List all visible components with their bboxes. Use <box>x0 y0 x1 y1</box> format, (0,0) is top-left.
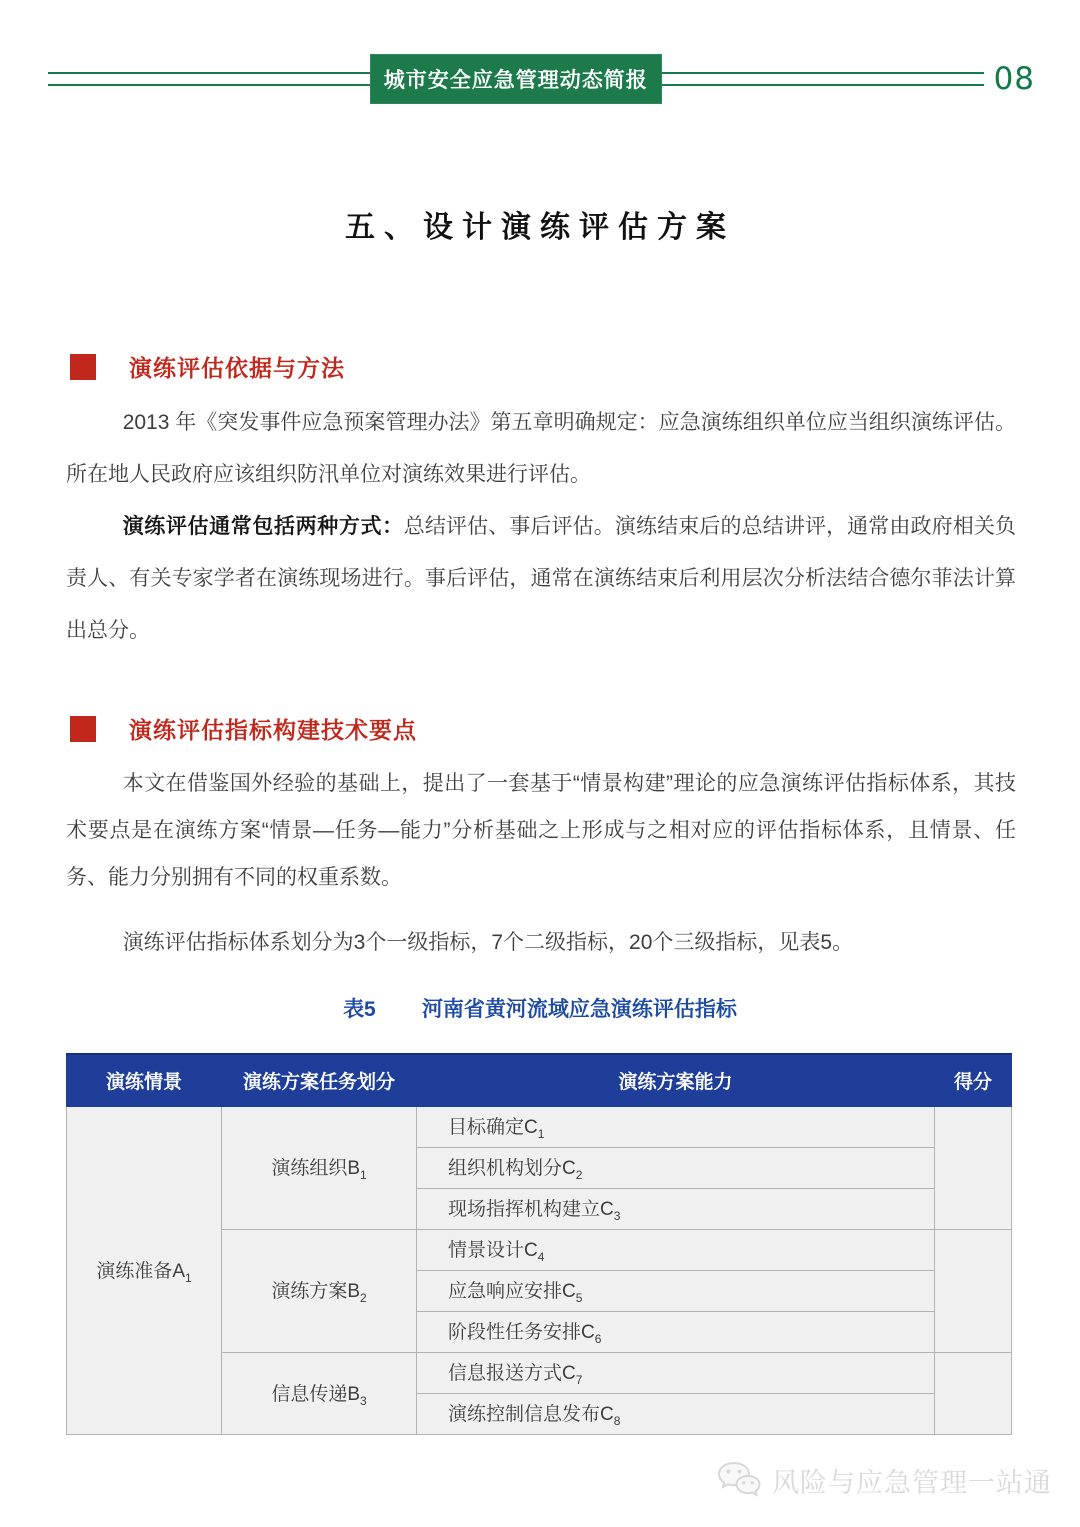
table-caption-number: 表5 <box>343 998 376 1021</box>
col-header-score: 得分 <box>935 1054 1012 1106</box>
table-caption-title: 河南省黄河流域应急演练评估指标 <box>421 998 737 1021</box>
bulletin-banner: 城市安全应急管理动态简报 <box>370 54 662 104</box>
paragraph: 本文在借鉴国外经验的基础上，提出了一套基于“情景构建”理论的应急演练评估指标体系，其技术要点是在演练方案“情景—任务—能力”分析基础之上形成与之相对应的评估指标体系，且情景、任务、能力分别拥有不同的权重系数。 <box>66 772 1016 889</box>
section2-paragraphs <box>66 760 1016 966</box>
table-header-row <box>67 1054 1012 1106</box>
col-header-scenario: 演练情景 <box>67 1054 222 1106</box>
paragraph <box>66 501 1016 657</box>
footer-watermark <box>716 1460 1052 1500</box>
capability-cell: 组织机构划分$C_2$ <box>417 1147 935 1188</box>
red-square-bullet-icon <box>70 716 96 742</box>
wechat-icon <box>716 1460 762 1500</box>
section-heading-label: 演练评估指标构建技术要点 <box>129 717 417 743</box>
capability-cell: 信息报送方式$C_7$ <box>417 1352 935 1393</box>
paragraph: 2013 年《突发事件应急预案管理办法》第五章明确规定：应急演练组织单位应当组织演练评估。所在地人民政府应该组织防汛单位对演练效果进行评估。 <box>66 411 1016 486</box>
table-row <box>67 1106 1012 1147</box>
header-double-rule-left <box>48 72 370 86</box>
score-cell <box>935 1229 1012 1352</box>
task-cell: 演练方案$B_2$ <box>222 1229 417 1352</box>
section1-paragraphs <box>66 397 1016 657</box>
task-cell: 信息传递$B_3$ <box>222 1352 417 1434</box>
col-header-task: 演练方案任务划分 <box>222 1054 417 1106</box>
evaluation-indicator-table <box>66 1053 1012 1435</box>
paragraph: 演练评估指标体系划分为3个一级指标，7个二级指标，20个三级指标，见表5。 <box>122 931 854 954</box>
table-caption <box>0 993 1080 1023</box>
score-cell <box>935 1106 1012 1229</box>
red-square-bullet-icon <box>70 354 96 380</box>
task-cell: 演练组织$B_1$ <box>222 1106 417 1229</box>
capability-cell: 目标确定$C_1$ <box>417 1106 935 1147</box>
page-title: 五、设计演练评估方案 <box>345 211 735 244</box>
capability-cell: 现场指挥机构建立$C_3$ <box>417 1188 935 1229</box>
page-number: 08 <box>993 61 1036 97</box>
capability-cell: 阶段性任务安排$C_6$ <box>417 1311 935 1352</box>
section-heading-evaluation-basis <box>70 350 345 383</box>
capability-cell: 应急响应安排$C_5$ <box>417 1270 935 1311</box>
col-header-capability: 演练方案能力 <box>417 1054 935 1106</box>
capability-cell: 演练控制信息发布$C_8$ <box>417 1393 935 1434</box>
scenario-cell: 演练准备$A_1$ <box>67 1106 222 1434</box>
section-heading-indicator-construction <box>70 712 417 745</box>
watermark-text: 风险与应急管理一站通 <box>772 1467 1052 1498</box>
section-heading-label: 演练评估依据与方法 <box>129 355 345 381</box>
paragraph-text: 总结评估、事后评估。演练结束后的总结讲评，通常由政府相关负责人、有关专家学者在演练现场进行。事后评估，通常在演练结束后利用层次分析法结合德尔菲法计算出总分。 <box>66 515 1017 642</box>
capability-cell: 情景设计$C_4$ <box>417 1229 935 1270</box>
score-cell <box>935 1352 1012 1434</box>
page-header <box>48 57 1035 101</box>
paragraph-bold-lead: 演练评估通常包括两种方式： <box>122 515 404 538</box>
header-double-rule-right <box>662 72 984 86</box>
